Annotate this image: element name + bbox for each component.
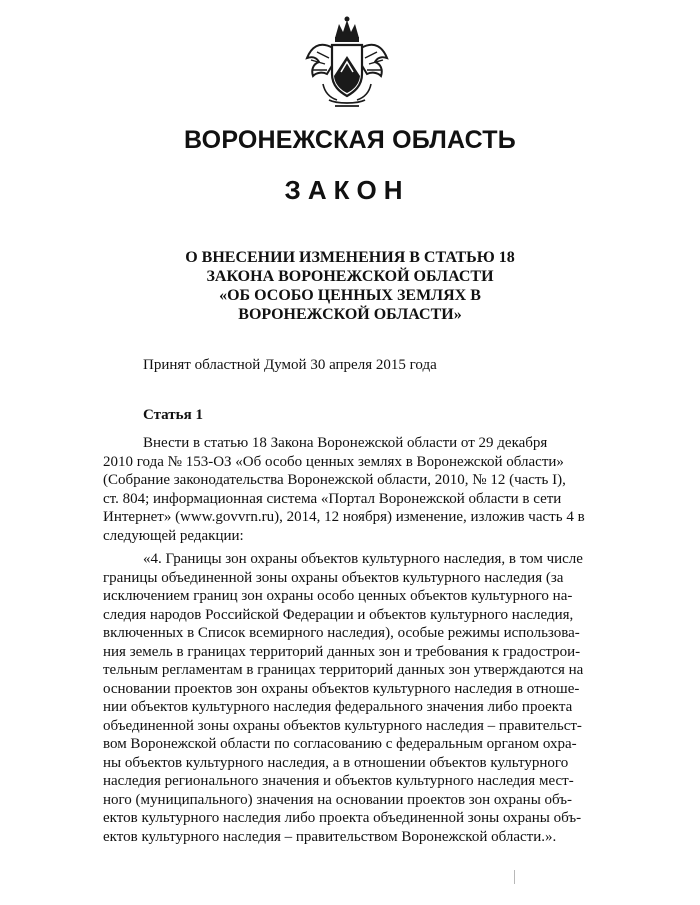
- text-line: ны объектов культурного наследия, а в отношении объектов культурного: [103, 754, 569, 771]
- document-type-title: ЗАКОН: [284, 175, 410, 205]
- text-line: ектов культурного наследия либо проекта объединенной зоны охраны объ-: [103, 810, 582, 826]
- text-line: ектов культурного наследия – правительством Воронежской области.».: [103, 828, 557, 845]
- text-line: 2010 года № 153-ОЗ «Об особо ценных землях в Воронежской области»: [103, 453, 564, 470]
- text-line: тельным регламентам в границах территорий данных зон утверждаются на: [103, 662, 584, 678]
- text-line: наследия регионального значения и объектов культурного наследия мест-: [103, 773, 574, 789]
- subject-line: ЗАКОНА ВОРОНЕЖСКОЙ ОБЛАСТИ: [206, 268, 494, 285]
- voronezh-coat-of-arms-icon: [305, 14, 389, 110]
- text-line: ст. 804; информационная система «Портал Воронежской области в сети: [103, 490, 562, 507]
- text-line: вом Воронежской области по согласованию с федеральным органом охра-: [103, 736, 577, 752]
- law-subject-heading: [160, 248, 540, 324]
- text-line: следующей редакции:: [103, 527, 244, 544]
- subject-line: ВОРОНЕЖСКОЙ ОБЛАСТИ»: [238, 306, 462, 323]
- text-line: «4. Границы зон охраны объектов культурного наследия, в том числе: [143, 551, 583, 567]
- region-title: ВОРОНЕЖСКАЯ ОБЛАСТЬ: [184, 126, 516, 154]
- article-paragraph: [103, 434, 585, 545]
- subject-line: «ОБ ОСОБО ЦЕННЫХ ЗЕМЛЯХ В: [219, 287, 481, 304]
- text-line: (Собрание законодательства Воронежской области, 2010, № 12 (часть I),: [103, 472, 566, 488]
- text-line: ного (муниципального) значения на основании проектов зон охраны объ-: [103, 791, 573, 808]
- text-line: Внести в статью 18 Закона Воронежской области от 29 декабря: [143, 435, 548, 451]
- subject-line: О ВНЕСЕНИИ ИЗМЕНЕНИЯ В СТАТЬЮ 18: [185, 249, 515, 266]
- text-line: следия народов Российской Федерации и объектов культурного наследия,: [103, 606, 574, 623]
- amended-text-quote: [103, 550, 584, 846]
- text-line: включенных в Список всемирного наследия), особые режимы использова-: [103, 625, 580, 641]
- adoption-statement: Принят областной Думой 30 апреля 2015 года: [143, 357, 437, 373]
- scan-artifact: [514, 870, 515, 884]
- text-line: исключением границ зон охраны особо ценных объектов культурного на-: [103, 588, 573, 604]
- text-line: объединенной зоны охраны объектов культурного наследия – правительст-: [103, 717, 582, 734]
- text-line: основании проектов зон охраны объектов культурного наследия в отноше-: [103, 680, 580, 697]
- text-line: нии объектов культурного наследия федерального значения либо проекта: [103, 699, 573, 715]
- text-line: Интернет» (www.govvrn.ru), 2014, 12 ноября) изменение, изложив часть 4 в: [103, 509, 585, 525]
- article-heading: Статья 1: [143, 407, 203, 423]
- text-line: границы объединенной зоны охраны объектов культурного наследия (за: [103, 569, 564, 586]
- text-line: ния земель в границах территорий данных зон и требования к градострои-: [103, 643, 581, 660]
